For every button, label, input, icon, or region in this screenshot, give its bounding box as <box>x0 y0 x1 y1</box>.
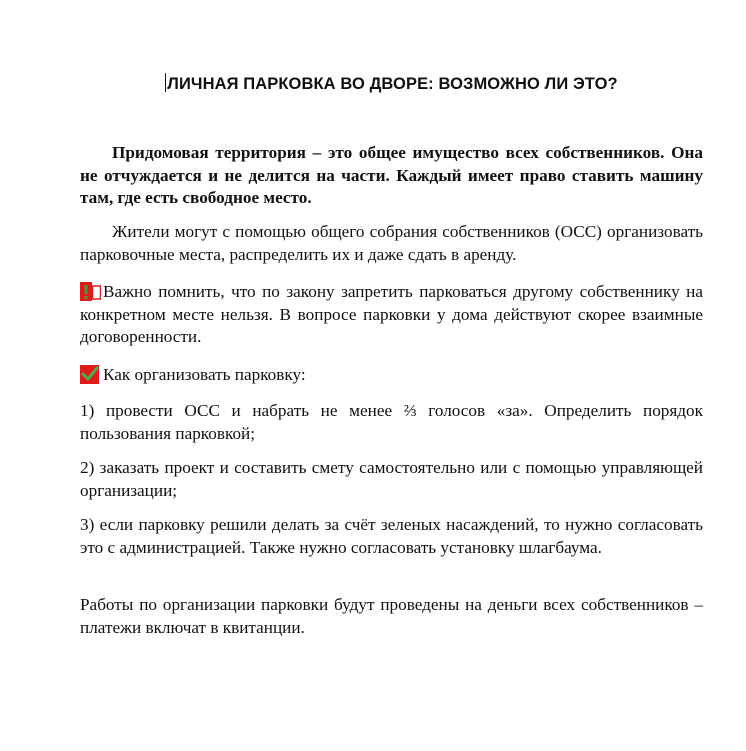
check-mark-button-icon <box>80 365 101 384</box>
exclamation-emoji-icon <box>80 282 101 301</box>
important-note-text: Важно помнить, что по закону запретить парковаться другому собственнику на конкретном месте нельзя. В вопросе парковки у дома действуют скорее взаимные договоренности. <box>80 282 703 346</box>
osс-paragraph: Жители могут с помощью общего собрания собственников (ОСС) организовать парковочные места, распределить их и даже сдать в аренду. <box>80 222 703 264</box>
important-note-paragraph <box>80 281 703 349</box>
intro-paragraph: Придомовая территория – это общее имущество всех собственников. Она не отчуждается и не делится на части. Каждый имеет право ставить машину там, где есть свободное место. <box>80 143 703 207</box>
document-title <box>80 72 703 96</box>
step-3: 3) если парковку решили делать за счёт зеленых насаждений, то нужно согласовать это с администрацией. Также нужно согласовать установку шлагбаума. <box>80 515 703 557</box>
howto-heading <box>80 364 703 387</box>
step-2: 2) заказать проект и составить смету самостоятельно или с помощью управляющей организации; <box>80 458 703 500</box>
howto-heading-text: Как организовать парковку: <box>103 365 306 384</box>
closing-paragraph: Работы по организации парковки будут проведены на деньги всех собственников – платежи включат в квитанции. <box>80 595 703 637</box>
step-1: 1) провести ОСС и набрать не менее ⅔ голосов «за». Определить порядок пользования парковкой; <box>80 401 703 443</box>
document-title-text: ЛИЧНАЯ ПАРКОВКА ВО ДВОРЕ: ВОЗМОЖНО ЛИ ЭТО? <box>167 75 618 93</box>
